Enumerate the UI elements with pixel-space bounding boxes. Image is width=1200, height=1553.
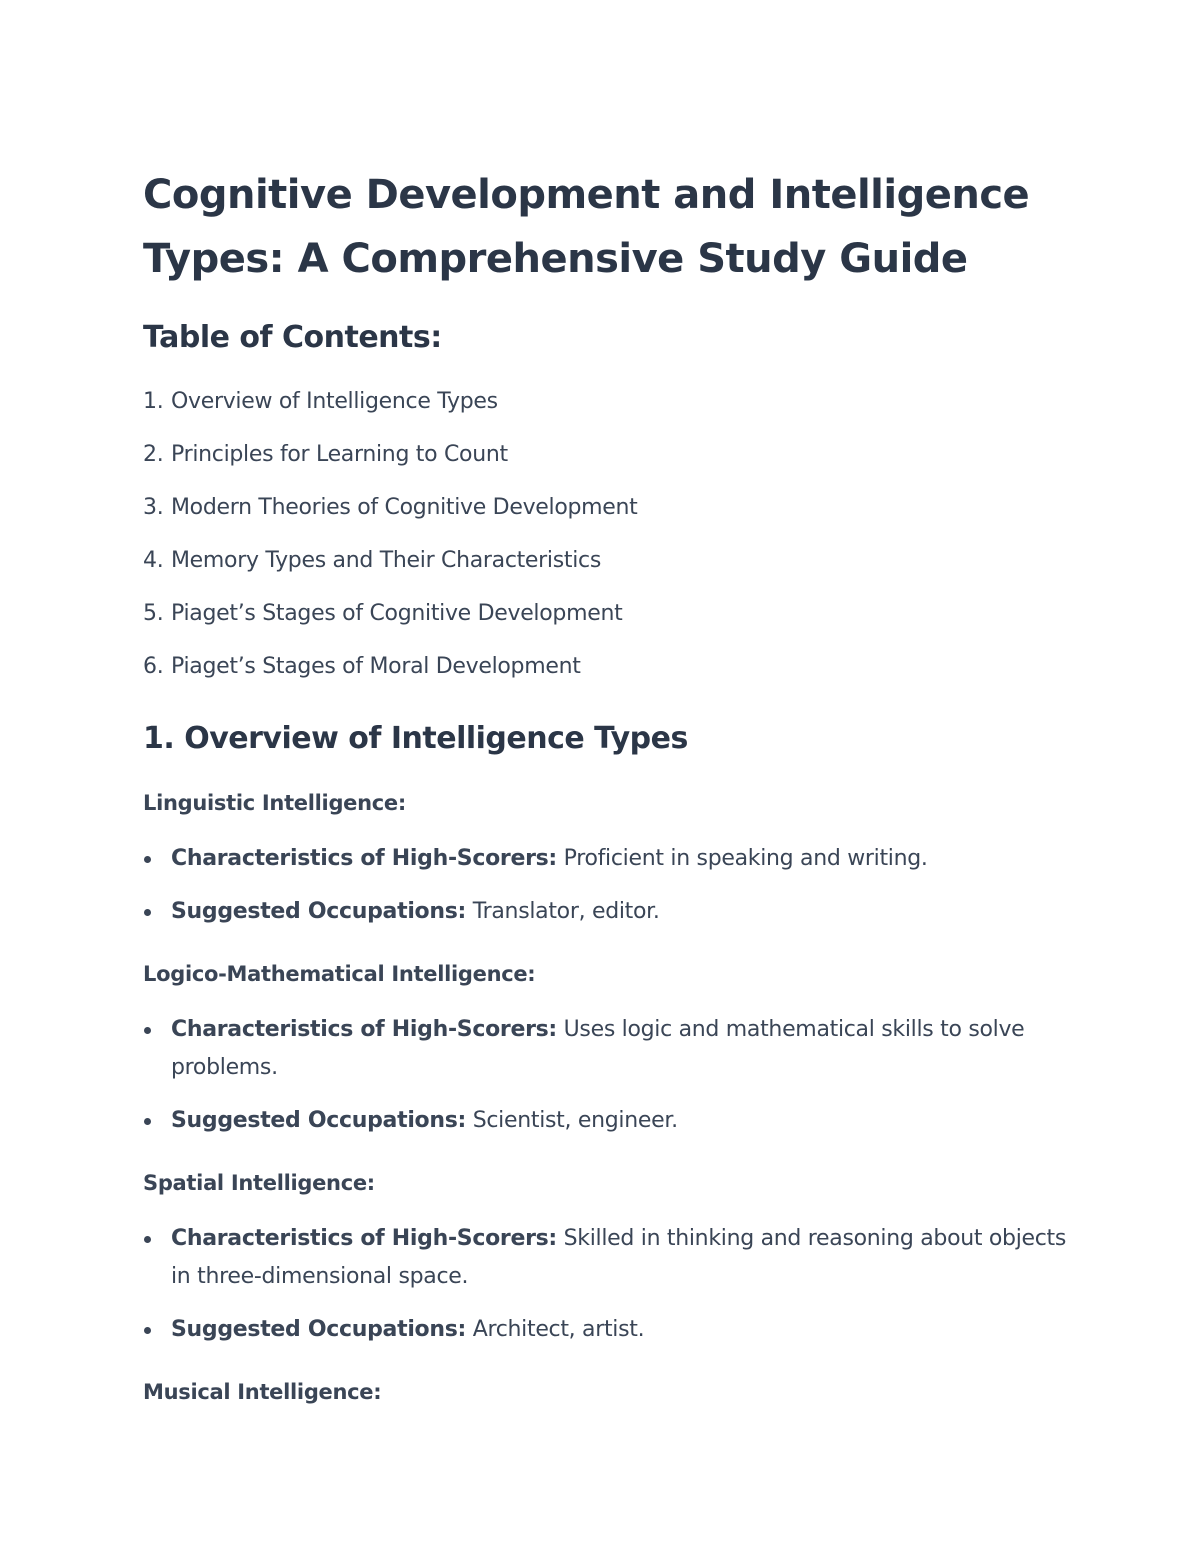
intelligence-heading: Linguistic Intelligence: (143, 791, 406, 815)
item-text: Uses logic and mathematical skills to solve problems. (171, 1017, 1025, 1080)
list-item (143, 893, 1073, 931)
item-label: Suggested Occupations: (171, 1108, 467, 1133)
toc-heading: Table of Contents: (143, 320, 442, 355)
item-label: Suggested Occupations: (171, 899, 467, 924)
item-text: Scientist, engineer. (466, 1108, 678, 1133)
toc-item-number: 5. (143, 601, 164, 626)
intelligence-block-musical (143, 1377, 1073, 1407)
toc-item (143, 440, 1073, 470)
bullet-icon (144, 856, 151, 863)
toc-item (143, 493, 1073, 523)
document-page (143, 163, 1073, 1407)
bullet-icon (144, 1236, 151, 1243)
toc-item-label: Overview of Intelligence Types (171, 389, 498, 414)
toc-item-label: Memory Types and Their Characteristics (171, 548, 601, 573)
toc-item-number: 1. (143, 389, 164, 414)
item-text: Proficient in speaking and writing. (556, 846, 928, 871)
list-item (143, 1311, 1073, 1349)
intelligence-block-logico-mathematical (143, 959, 1073, 1140)
item-text: Architect, artist. (466, 1317, 645, 1342)
toc-item-label: Piaget’s Stages of Cognitive Development (171, 601, 623, 626)
toc-item-number: 2. (143, 442, 164, 467)
document-title: Cognitive Development and Intelligence Types: A Comprehensive Study Guide (143, 172, 1030, 282)
toc-item-number: 4. (143, 548, 164, 573)
toc-item (143, 599, 1073, 629)
toc-item (143, 546, 1073, 576)
toc-item-label: Modern Theories of Cognitive Development (171, 495, 638, 520)
toc-item-number: 3. (143, 495, 164, 520)
toc-item-label: Principles for Learning to Count (171, 442, 508, 467)
intelligence-block-spatial (143, 1168, 1073, 1349)
intelligence-heading: Musical Intelligence: (143, 1380, 382, 1404)
bullet-icon (144, 1327, 151, 1334)
bullet-icon (144, 1118, 151, 1125)
intelligence-heading: Spatial Intelligence: (143, 1171, 375, 1195)
item-label: Suggested Occupations: (171, 1317, 467, 1342)
toc-item-label: Piaget’s Stages of Moral Development (171, 654, 581, 679)
toc-item (143, 387, 1073, 417)
item-label: Characteristics of High-Scorers: (171, 846, 557, 871)
intelligence-list (143, 840, 1073, 931)
intelligence-list (143, 1011, 1073, 1140)
item-text: Translator, editor. (466, 899, 660, 924)
table-of-contents (143, 387, 1073, 682)
bullet-icon (144, 1027, 151, 1034)
list-item (143, 1220, 1073, 1296)
item-text: Skilled in thinking and reasoning about objects in three-dimensional space. (171, 1226, 1067, 1289)
toc-item-number: 6. (143, 654, 164, 679)
bullet-icon (144, 909, 151, 916)
intelligence-heading: Logico-Mathematical Intelligence: (143, 962, 536, 986)
intelligence-list (143, 1220, 1073, 1349)
section-heading: 1. Overview of Intelligence Types (143, 721, 688, 756)
item-label: Characteristics of High-Scorers: (171, 1017, 557, 1042)
list-item (143, 840, 1073, 878)
list-item (143, 1011, 1073, 1087)
intelligence-block-linguistic (143, 788, 1073, 931)
item-label: Characteristics of High-Scorers: (171, 1226, 557, 1251)
toc-item (143, 652, 1073, 682)
list-item (143, 1102, 1073, 1140)
